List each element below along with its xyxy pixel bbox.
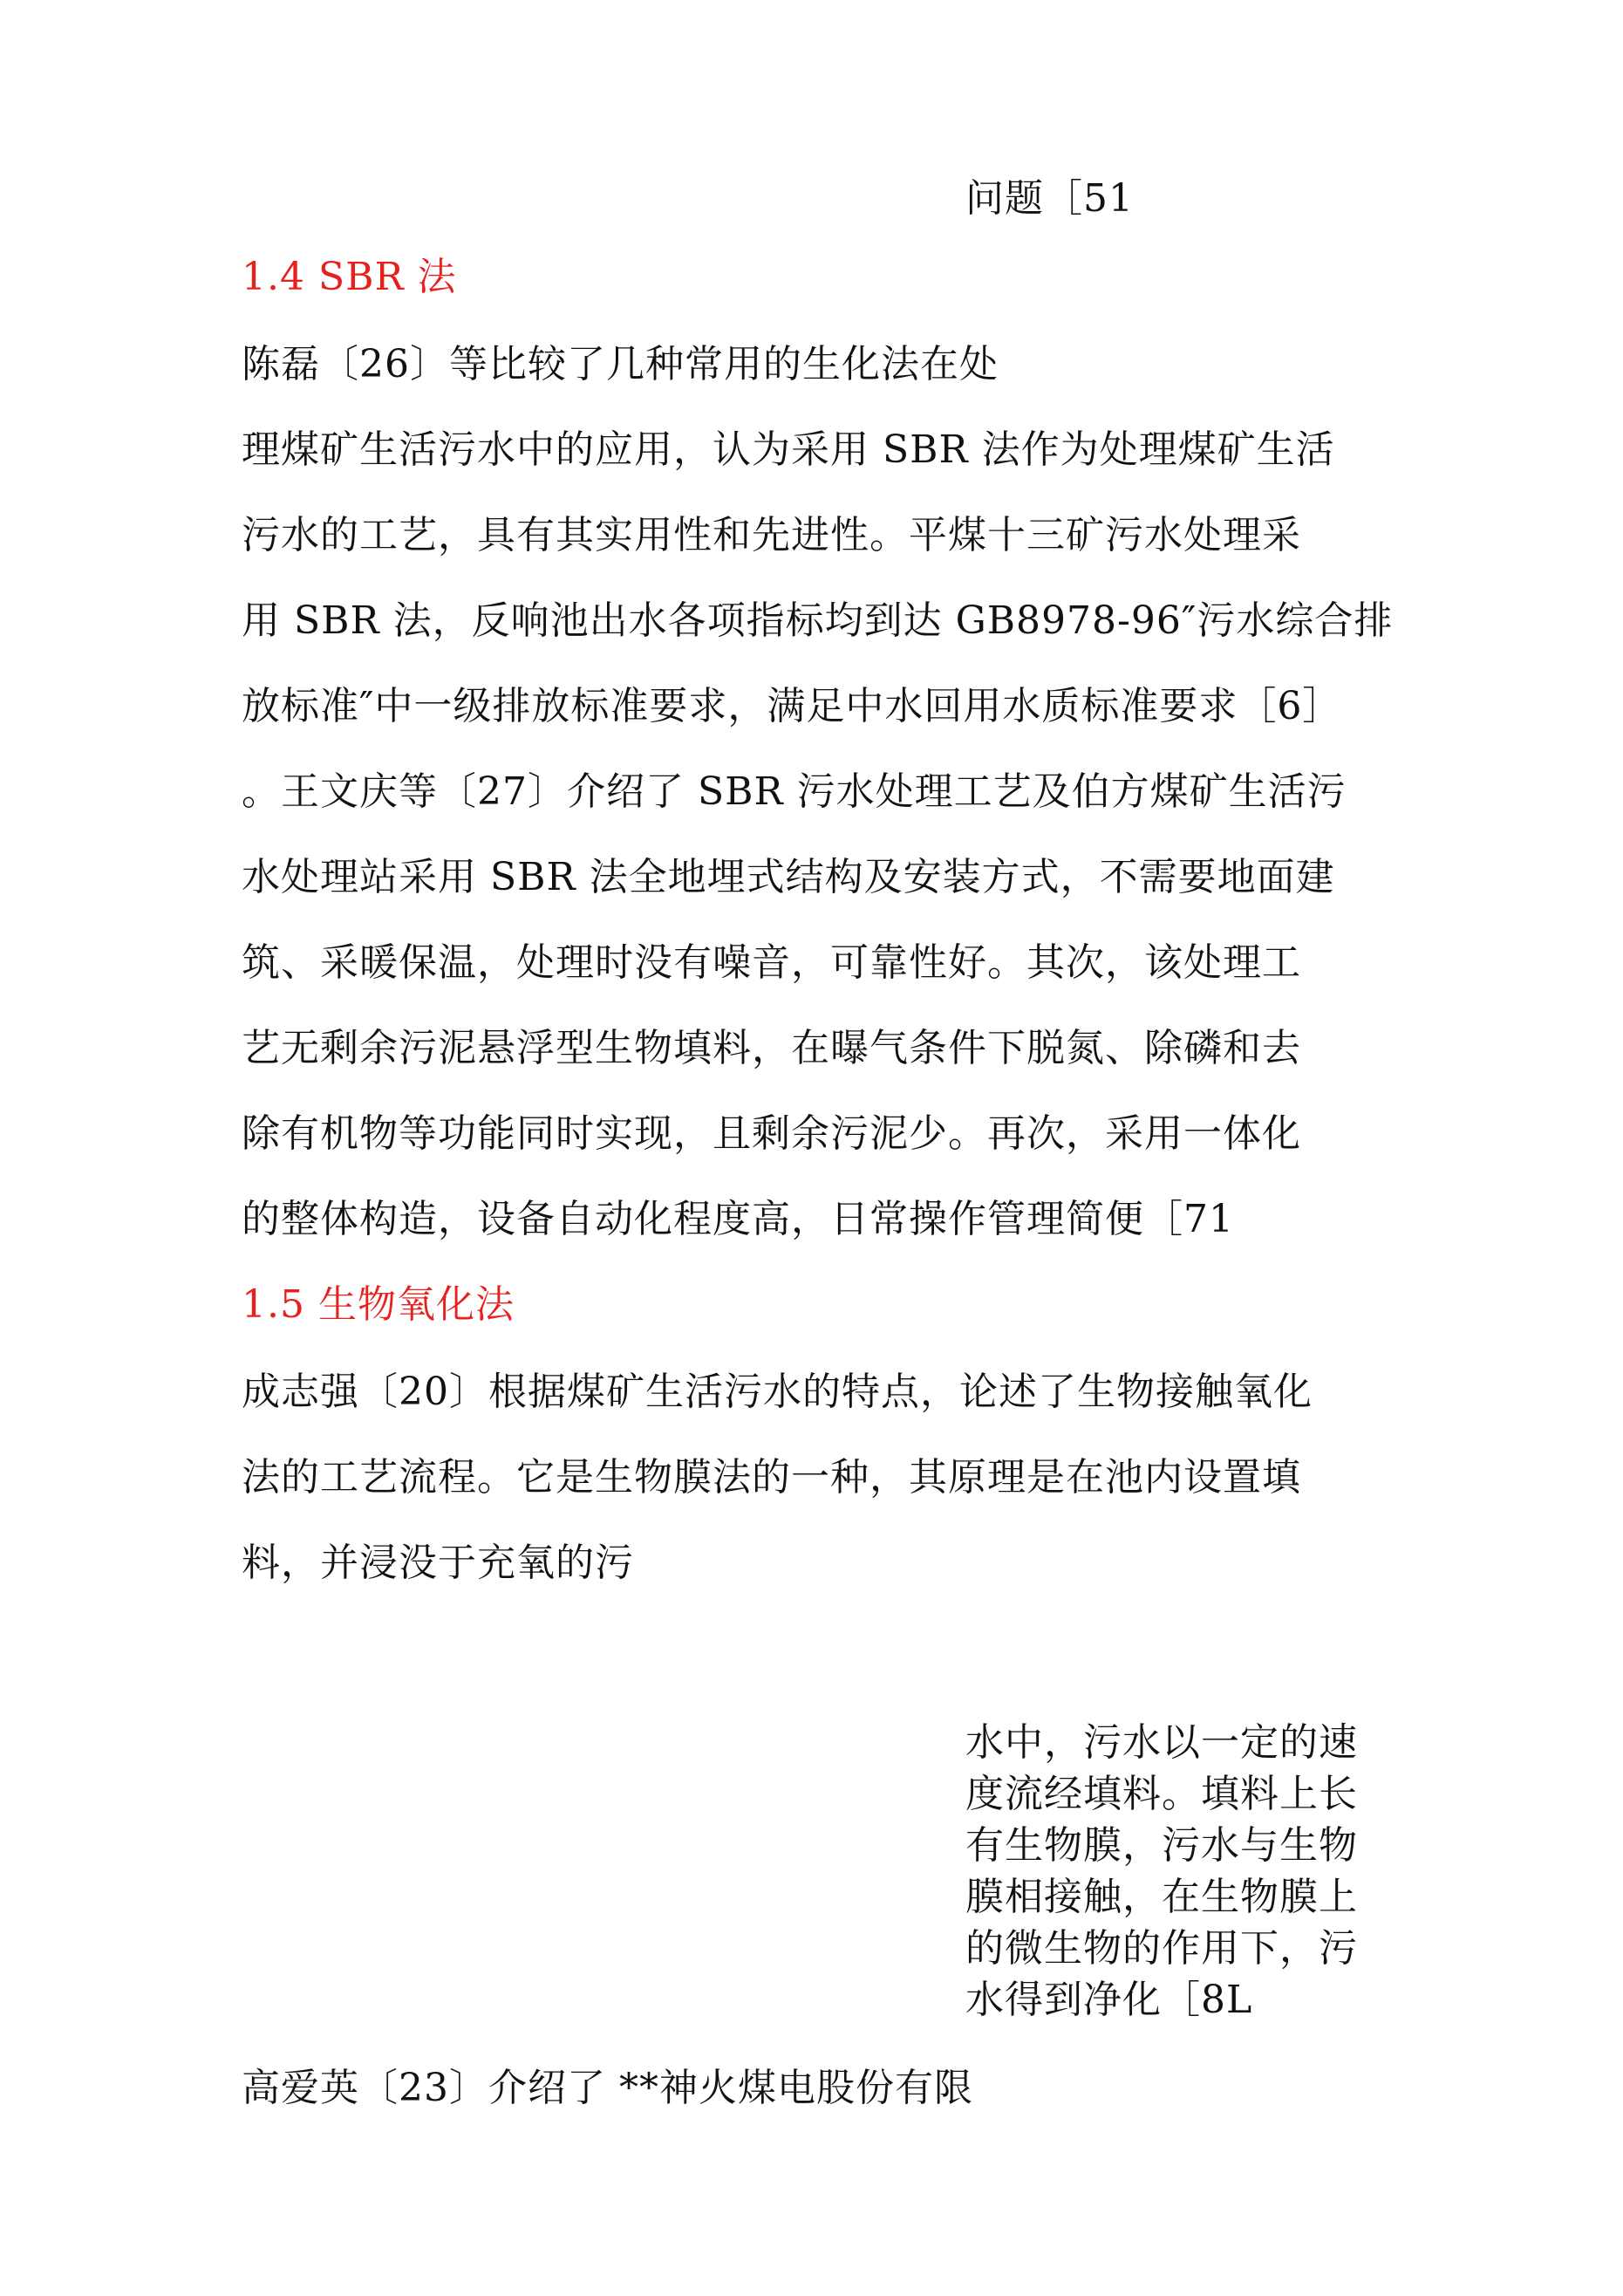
side-text-line: 水得到净化［8L (965, 1978, 1253, 2022)
paragraph-line: 艺无剩余污泥悬浮型生物填料，在曝气条件下脱氮、除磷和去 (242, 1026, 1301, 1070)
paragraph-line: 的整体构造，设备自动化程度高，日常操作管理简便［71 (242, 1197, 1234, 1241)
paragraph-line: 水处理站采用 SBR 法全地埋式结构及安装方式，不需要地面建 (242, 855, 1335, 899)
paragraph-line: 料，并浸没于充氧的污 (242, 1541, 634, 1585)
side-text-line: 膜相接触，在生物膜上 (965, 1875, 1358, 1919)
side-text-line: 有生物膜，污水与生物 (965, 1823, 1358, 1868)
side-text-line: 的微生物的作用下，污 (965, 1926, 1358, 1971)
paragraph-line: 高爱英〔23〕介绍了 **神火煤电股份有限 (242, 2066, 973, 2110)
paragraph-line: 陈磊〔26〕等比较了几种常用的生化法在处 (242, 342, 999, 386)
paragraph-line: 污水的工艺，具有其实用性和先进性。平煤十三矿污水处理采 (242, 513, 1301, 557)
paragraph-line: 法的工艺流程。它是生物膜法的一种，其原理是在池内设置填 (242, 1455, 1301, 1500)
side-text-line: 水中，污水以一定的速 (965, 1720, 1358, 1765)
paragraph-line: 筑、采暖保温，处理时没有噪音，可靠性好。其次，该处理工 (242, 940, 1301, 985)
section-heading-1-5: 1.5 生物氧化法 (242, 1282, 515, 1327)
paragraph-line: 除有机物等功能同时实现，且剩余污泥少。再次，采用一体化 (242, 1111, 1301, 1156)
paragraph-line: 。王文庆等〔27〕介绍了 SBR 污水处理工艺及伯方煤矿生活污 (242, 769, 1347, 814)
section-heading-1-4: 1.4 SBR 法 (242, 255, 457, 299)
side-text-line: 度流经填料。填料上长 (965, 1772, 1358, 1816)
paragraph-line: 成志强〔20〕根据煤矿生活污水的特点，论述了生物接触氧化 (242, 1370, 1313, 1414)
paragraph-line: 用 SBR 法，反响池出水各项指标均到达 GB8978-96″污水综合排 (242, 598, 1394, 643)
paragraph-line: 放标准″中一级排放标准要求，满足中水回用水质标准要求［6］ (242, 684, 1342, 728)
top-text-fragment: 问题［51 (965, 176, 1134, 221)
side-text-block (965, 1717, 1401, 2026)
paragraph-line: 理煤矿生活污水中的应用，认为采用 SBR 法作为处理煤矿生活 (242, 427, 1335, 472)
